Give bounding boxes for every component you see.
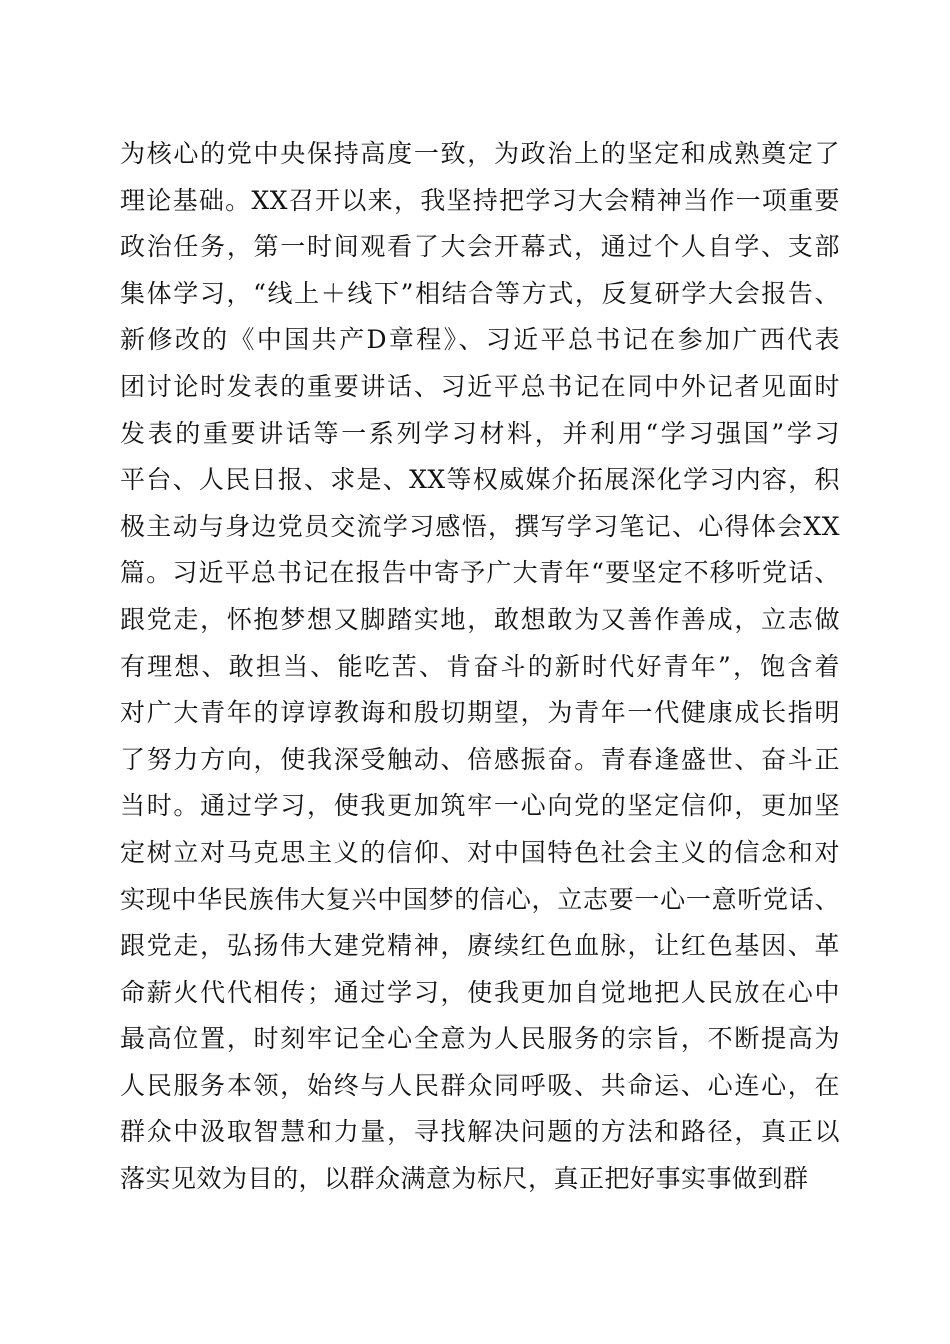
text-line: 集体学习，“线上＋线下”相结合等方式，反复研学大会报告、 xyxy=(120,278,840,308)
body-paragraph xyxy=(120,131,840,1203)
text-line: 篇。习近平总书记在报告中寄予广大青年“要坚定不移听党话、 xyxy=(120,558,840,588)
text-line: 发表的重要讲话等一系列学习材料，并利用“学习强国”学习 xyxy=(120,418,840,448)
text-line: 团讨论时发表的重要讲话、习近平总书记在同中外记者见面时 xyxy=(120,371,840,401)
text-line: 跟党走，怀抱梦想又脚踏实地，敢想敢为又善作善成，立志做 xyxy=(120,604,840,634)
text-line: 有理想、敢担当、能吃苦、肯奋斗的新时代好青年”，饱含着 xyxy=(120,651,840,681)
text-line: 落实见效为目的，以群众满意为标尺，真正把好事实事做到群 xyxy=(120,1164,809,1194)
text-line: 群众中汲取智慧和力量，寻找解决问题的方法和路径，真正以 xyxy=(120,1117,840,1147)
text-line: 人民服务本领，始终与人民群众同呼吸、共命运、心连心，在 xyxy=(120,1070,840,1100)
text-line: 对广大青年的谆谆教诲和殷切期望，为青年一代健康成长指明 xyxy=(120,698,840,728)
text-line: 新修改的《中国共产D章程》、习近平总书记在参加广西代表 xyxy=(120,325,840,355)
text-line: 理论基础。XX召开以来，我坚持把学习大会精神当作一项重要 xyxy=(120,185,840,215)
text-line: 跟党走，弘扬伟大建党精神，赓续红色血脉，让红色基因、革 xyxy=(120,931,840,961)
text-line: 最高位置，时刻牢记全心全意为人民服务的宗旨，不断提高为 xyxy=(120,1024,840,1054)
text-line: 为核心的党中央保持高度一致，为政治上的坚定和成熟奠定了 xyxy=(120,139,840,168)
text-line: 当时。通过学习，使我更加筑牢一心向党的坚定信仰，更加坚 xyxy=(120,791,840,821)
text-line: 了努力方向，使我深受触动、倍感振奋。青春逢盛世、奋斗正 xyxy=(120,744,840,774)
text-line: 实现中华民族伟大复兴中国梦的信心，立志要一心一意听党话、 xyxy=(120,884,840,914)
text-line: 政治任务，第一时间观看了大会开幕式，通过个人自学、支部 xyxy=(120,232,840,262)
text-line: 平台、人民日报、求是、XX等权威媒介拓展深化学习内容，积 xyxy=(120,465,840,495)
text-line: 定树立对马克思主义的信仰、对中国特色社会主义的信念和对 xyxy=(120,837,840,867)
text-line: 命薪火代代相传；通过学习，使我更加自觉地把人民放在心中 xyxy=(120,977,840,1007)
text-line: 极主动与身边党员交流学习感悟，撰写学习笔记、心得体会XX xyxy=(120,511,840,541)
